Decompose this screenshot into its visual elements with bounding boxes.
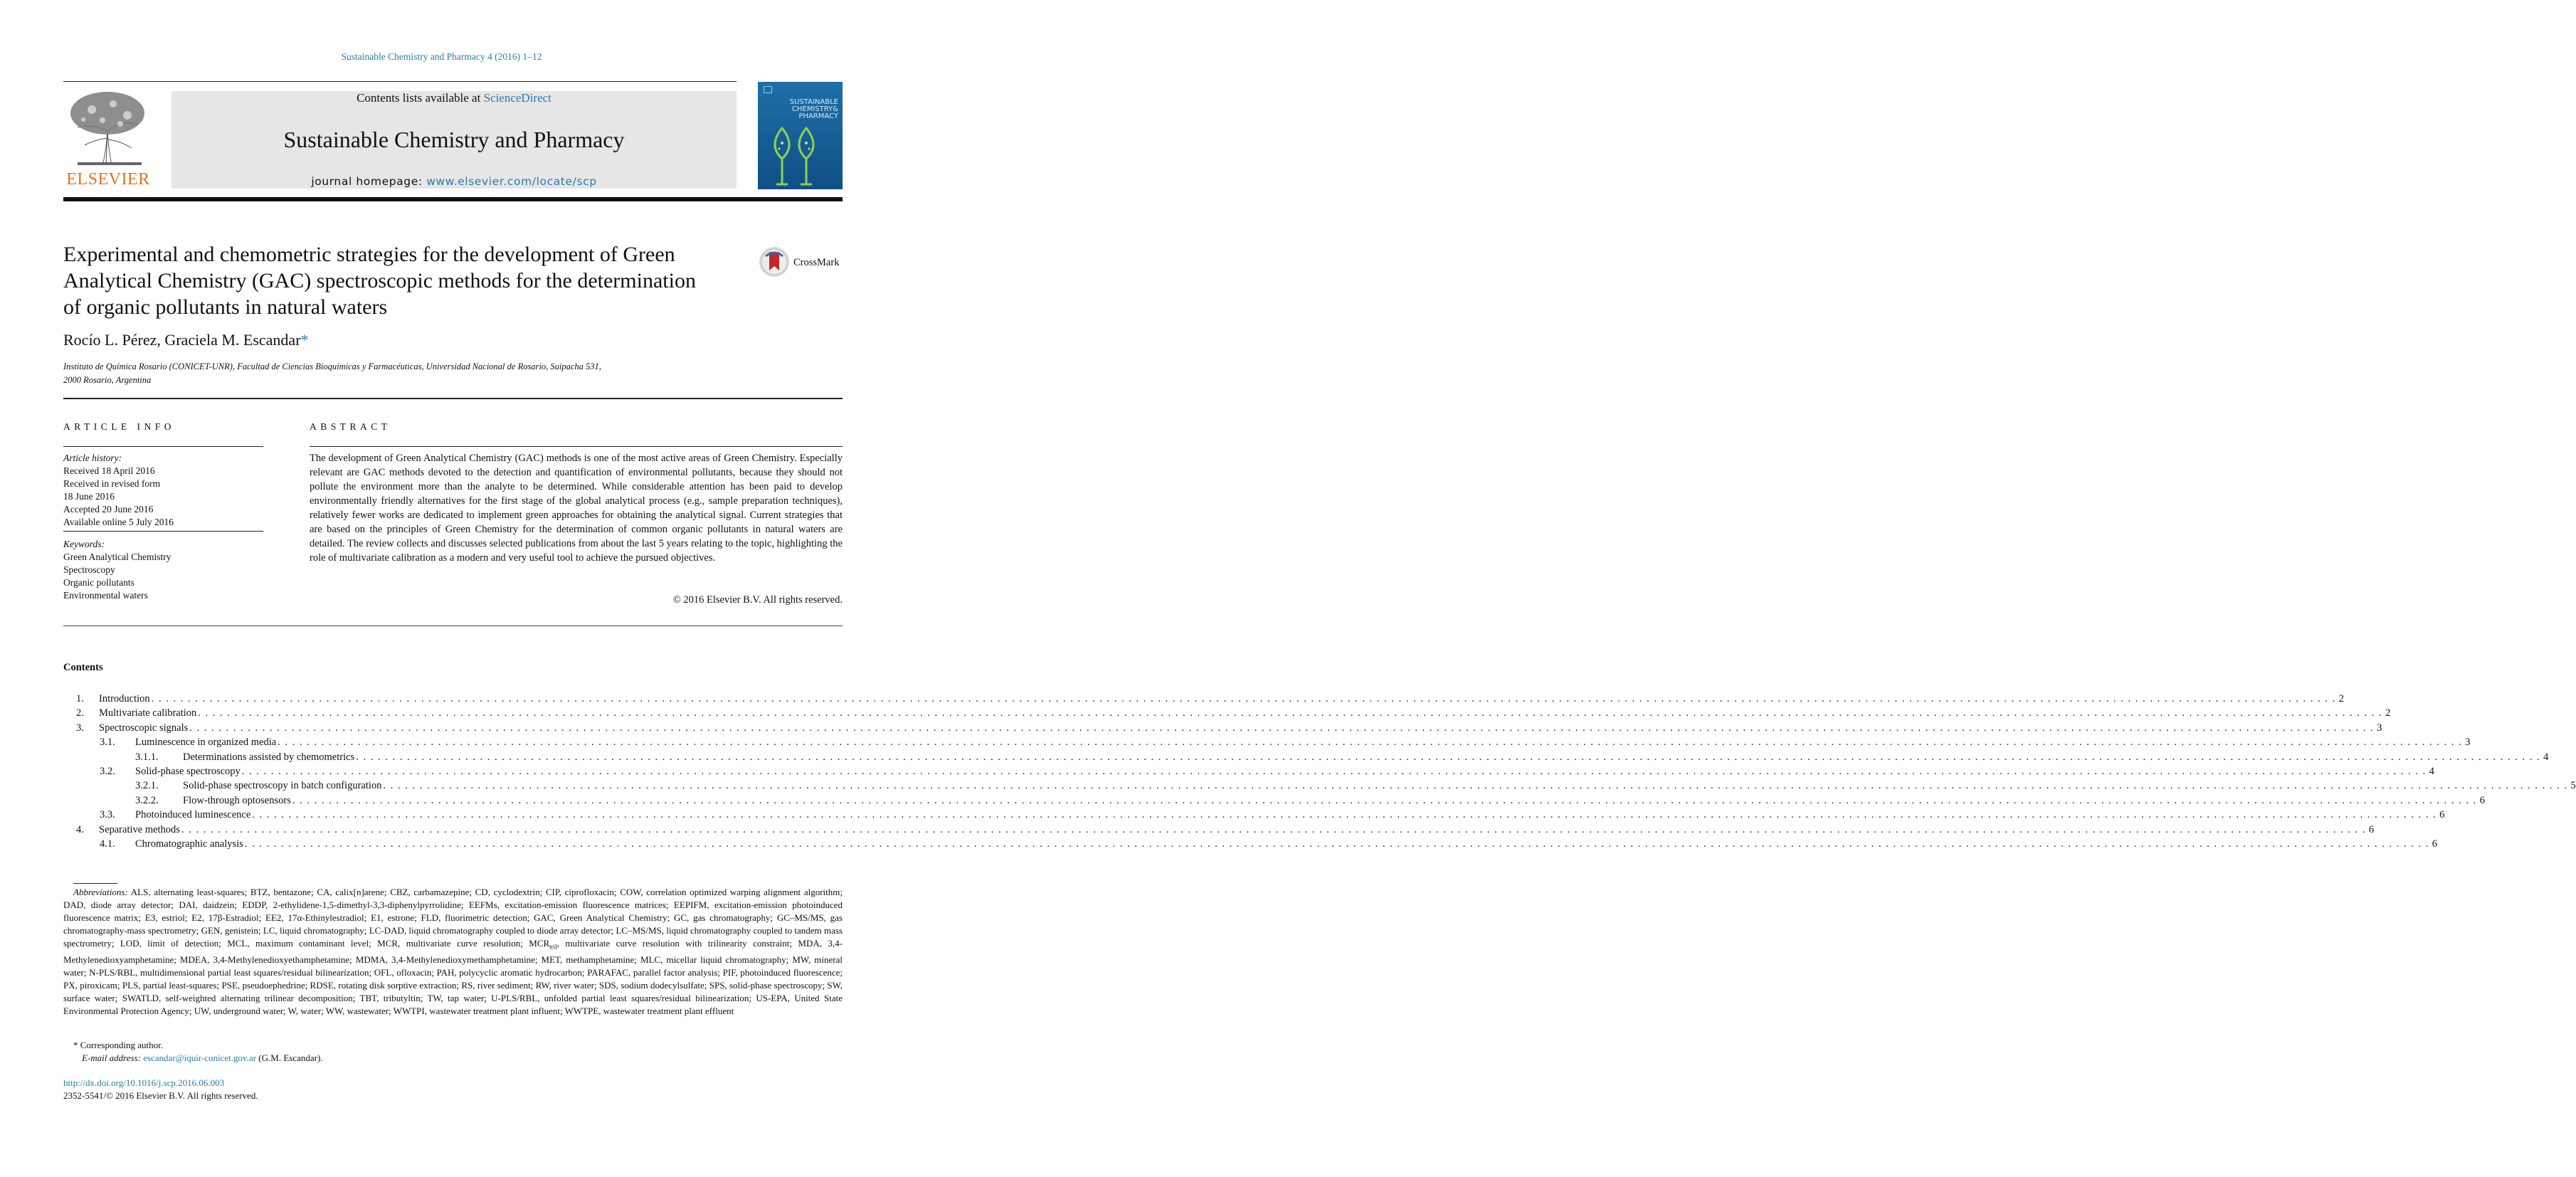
- footnote-rule: [73, 883, 117, 884]
- affiliation: [63, 360, 746, 387]
- corresponding-author-mark[interactable]: *: [300, 331, 309, 349]
- corresponding-text: Corresponding author.: [78, 1040, 164, 1050]
- toc-number: 3.3.: [100, 809, 115, 821]
- article-info-heading: ARTICLE INFO: [63, 421, 176, 432]
- toc-leader-dots: . . . . . . . . . . . . . . . . . . . . . . . . . . . . . . . . . . . . . . . . . . . . . . . . . . . . . . . . . . . . . . . . . . . . . . . . . . . . . . . . . . . . . . . . . . . . . . . . . . . . . . . . . . . . . . . . . . . . . . . . . . . . . . . . . . . . . . . . . . . . . . . . . . . . . . . . . . . . . . . . . . . . . . . . . . . . . . . . . . . . . . . . . . . . . . . . . . . . . . . . . . . . . . . . . . . . . . . . . . . . . . . . . . . . . . . . . . . . . . . . . . . . . . . . . . . . . . . . . . . . . . . . . . . . . . . . . . . . . . . . . . . . . . . . . . . . . . . . . . . .: [241, 765, 2427, 777]
- cover-elsevier-mark: [764, 86, 772, 93]
- article-title: Experimental and chemometric strategies for the development of Green Analytical Chemistry (GAC) spectroscopic methods for the determination of organic pollutants in natural waters: [63, 243, 696, 319]
- journal-header-box: [171, 91, 737, 189]
- toc-leader-dots: . . . . . . . . . . . . . . . . . . . . . . . . . . . . . . . . . . . . . . . . . . . . . . . . . . . . . . . . . . . . . . . . . . . . . . . . . . . . . . . . . . . . . . . . . . . . . . . . . . . . . . . . . . . . . . . . . . . . . . . . . . . . . . . . . . . . . . . . . . . . . . . . . . . . . . . . . . . . . . . . . . . . . . . . . . . . . . . . . . . . . . . . . . . . . . . . . . . . . . . . . . . . . . . . . . . . . . . . . . . . . . . . . . . . . . . . . . . . . . . . . . . . . . . . . . . . . . . . . . . . . . . . . . . . . . . . . . . . . . . . . . . . . . . . . . . . . . . . . . . .: [292, 794, 2477, 806]
- authors-text[interactable]: Rocío L. Pérez, Graciela M. Escandar: [63, 331, 301, 349]
- journal-cover[interactable]: [758, 82, 843, 189]
- section-rule: [63, 398, 843, 399]
- toc-number: 4.: [76, 823, 84, 835]
- toc-leader-dots: . . . . . . . . . . . . . . . . . . . . . . . . . . . . . . . . . . . . . . . . . . . . . . . . . . . . . . . . . . . . . . . . . . . . . . . . . . . . . . . . . . . . . . . . . . . . . . . . . . . . . . . . . . . . . . . . . . . . . . . . . . . . . . . . . . . . . . . . . . . . . . . . . . . . . . . . . . . . . . . . . . . . . . . . . . . . . . . . . . . . . . . . . . . . . . . . . . . . . . . . . . . . . . . . . . . . . . . . . . . . . . . . . . . . . . . . . . . . . . . . . . . . . . . . . . . . . . . . . . . . . . . . . . . . . . . . . . . . . . . . . . . . . . . . . . . . . . . . . . . .: [244, 838, 2429, 850]
- history-item: Accepted 20 June 2016: [63, 504, 154, 514]
- article-info-rule: [63, 531, 263, 532]
- toc-row[interactable]: [63, 706, 2391, 720]
- keyword-item: Spectroscopy: [63, 564, 115, 575]
- toc-number: 4.1.: [100, 838, 115, 850]
- cover-title-line: SUSTAINABLE: [789, 98, 838, 106]
- crossmark-icon: [759, 246, 790, 278]
- abstract-heading: ABSTRACT: [310, 421, 391, 432]
- toc-leader-dots: . . . . . . . . . . . . . . . . . . . . . . . . . . . . . . . . . . . . . . . . . . . . . . . . . . . . . . . . . . . . . . . . . . . . . . . . . . . . . . . . . . . . . . . . . . . . . . . . . . . . . . . . . . . . . . . . . . . . . . . . . . . . . . . . . . . . . . . . . . . . . . . . . . . . . . . . . . . . . . . . . . . . . . . . . . . . . . . . . . . . . . . . . . . . . . . . . . . . . . . . . . . . . . . . . . . . . . . . . . . . . . . . . . . . . . . . . . . . . . . . . . . . . . . . . . . . . . . . . . . . . . . . . . . . . . . . . . . . . . . . . . . . . . . . . . . . . . . . . . . .: [278, 737, 2463, 749]
- doi-link[interactable]: http://dx.doi.org/10.1016/j.scp.2016.06.003: [63, 1077, 225, 1088]
- toc-leader-dots: . . . . . . . . . . . . . . . . . . . . . . . . . . . . . . . . . . . . . . . . . . . . . . . . . . . . . . . . . . . . . . . . . . . . . . . . . . . . . . . . . . . . . . . . . . . . . . . . . . . . . . . . . . . . . . . . . . . . . . . . . . . . . . . . . . . . . . . . . . . . . . . . . . . . . . . . . . . . . . . . . . . . . . . . . . . . . . . . . . . . . . . . . . . . . . . . . . . . . . . . . . . . . . . . . . . . . . . . . . . . . . . . . . . . . . . . . . . . . . . . . . . . . . . . . . . . . . . . . . . . . . . . . . . . . . . . . . . . . . . . . . . . . . . . . . . . . . . . . . . .: [198, 707, 2383, 719]
- cover-title-line: CHEMISTRY&: [791, 105, 838, 113]
- toc-label[interactable]: Separative methods: [99, 823, 180, 835]
- journal-homepage-line: [171, 175, 737, 188]
- toc-row[interactable]: [63, 750, 2549, 764]
- toc-label[interactable]: Photoinduced luminescence: [135, 809, 251, 821]
- email-label: E-mail address:: [82, 1052, 141, 1063]
- abbreviations-label: Abbreviations:: [73, 887, 128, 897]
- toc-label[interactable]: Multivariate calibration: [99, 707, 197, 719]
- toc-row[interactable]: [63, 778, 2576, 793]
- toc-label[interactable]: Spectroscopic signals: [99, 722, 189, 734]
- toc-page-number: 2: [2385, 707, 2391, 719]
- toc-row[interactable]: [63, 837, 2437, 851]
- abstract-rule: [310, 446, 843, 447]
- header-top-rule: [63, 81, 737, 82]
- history-label: Article history:: [63, 453, 122, 463]
- elsevier-tree-icon: [63, 88, 153, 168]
- keyword-item: Green Analytical Chemistry: [63, 551, 171, 562]
- history-item: Available online 5 July 2016: [63, 517, 174, 527]
- toc-page-number: 3: [2377, 722, 2382, 734]
- toc-label[interactable]: Solid-phase spectroscopy in batch configuration: [183, 780, 382, 792]
- abbreviations-text: , multivariate curve resolution with trilinearity constraint; MDA, 3,4-Methylenedioxyamphetamine; MDEA, 3,4-Methylenedioxyethamphetamine; MDMA, 3,4-Methylenedioxymethamphetamine; MET, methamphetamine; MLC, micellar liquid chromatography; MW, mineral water; N-PLS/RBL, multidimensional partial least squares/residual bilinearization; OFL, ofloxacin; PAH, polycyclic aromatic hydrocarbon; PARAFAC, parallel factor analysis; PIF, photoinduced fluorescence; PX, piroxicam; PLS, partial least-squares; PSE, pseudoephedrine; RDSE, rotating disk sorptive extraction; RS, river sediment; RW, river water; SDS, sodium dodecylsulfate; SPS, solid-phase spectroscopy; SW, surface water; SWATLD, self-weighted alternating trilinear decomposition; TBT, tributyltin; TW, tap water; U-PLS/RBL, unfolded partial least squares/residual bilinearization; US-EPA, United State Environmental Protection Agency; UW, underground water; W, water; WW, wastewater; WWTPI, wastewater treatment plant influent; WWTPE, wastewater treatment plant effluent: [63, 938, 843, 1016]
- header-thick-rule: [63, 197, 843, 201]
- toc-number: 2.: [76, 707, 84, 719]
- abbreviations-footnote: [63, 886, 843, 1018]
- elsevier-wordmark: ELSEVIER: [66, 170, 150, 189]
- toc-label[interactable]: Luminescence in organized media: [135, 737, 277, 749]
- toc-number: 3.2.: [100, 765, 115, 777]
- corresponding-author-note: [73, 1040, 163, 1051]
- toc-row[interactable]: [63, 793, 2485, 808]
- contents-heading: Contents: [63, 662, 103, 673]
- abstract-text: The development of Green Analytical Chemistry (GAC) methods is one of the most active areas of Green Chemistry. Especially relevant are GAC methods devoted to the detection and quantification of environmental pollutants, because they should not pollute the environment more than the analyte to be determined. While considerable attention has been paid to develop environmentally friendly alternatives for the first stage of the global analytical process (e.g., sample preparation techniques), relatively fewer works are dedicated to implement green approaches for obtaining the analytical signal. Current strategies that are based on the principles of Green Chemistry for the determination of common organic pollutants in natural waters are detailed. The review collects and discusses selected publications from about the last 5 years relating to the topic, highlighting the role of multivariate calibration as a modern and very useful tool to achieve the pursued objectives.: [310, 453, 843, 564]
- toc-row[interactable]: [63, 735, 2471, 749]
- toc-leader-dots: . . . . . . . . . . . . . . . . . . . . . . . . . . . . . . . . . . . . . . . . . . . . . . . . . . . . . . . . . . . . . . . . . . . . . . . . . . . . . . . . . . . . . . . . . . . . . . . . . . . . . . . . . . . . . . . . . . . . . . . . . . . . . . . . . . . . . . . . . . . . . . . . . . . . . . . . . . . . . . . . . . . . . . . . . . . . . . . . . . . . . . . . . . . . . . . . . . . . . . . . . . . . . . . . . . . . . . . . . . . . . . . . . . . . . . . . . . . . . . . . . . . . . . . . . . . . . . . . . . . . . . . . . . . . . . . . . . . . . . . . . . . . . . . . . . . . . . . . . . . .: [181, 823, 2366, 835]
- toc-page-number: 4: [2429, 765, 2434, 777]
- history-item: Received in revised form: [63, 478, 161, 489]
- toc-number: 3.1.1.: [135, 751, 159, 763]
- cover-leaf-icon: [766, 125, 823, 187]
- toc-leader-dots: . . . . . . . . . . . . . . . . . . . . . . . . . . . . . . . . . . . . . . . . . . . . . . . . . . . . . . . . . . . . . . . . . . . . . . . . . . . . . . . . . . . . . . . . . . . . . . . . . . . . . . . . . . . . . . . . . . . . . . . . . . . . . . . . . . . . . . . . . . . . . . . . . . . . . . . . . . . . . . . . . . . . . . . . . . . . . . . . . . . . . . . . . . . . . . . . . . . . . . . . . . . . . . . . . . . . . . . . . . . . . . . . . . . . . . . . . . . . . . . . . . . . . . . . . . . . . . . . . . . . . . . . . . . . . . . . . . . . . . . . . . . . . . . . . . . . . . . . . . . .: [356, 751, 2541, 763]
- history-item: 18 June 2016: [63, 491, 115, 502]
- email-link[interactable]: escandar@iquir-conicet.gov.ar: [143, 1052, 257, 1063]
- crossmark-label: CrossMark: [793, 257, 840, 268]
- homepage-link[interactable]: www.elsevier.com/locate/scp: [426, 175, 597, 188]
- toc-label[interactable]: Flow-through optosensors: [183, 794, 291, 806]
- keyword-item: Environmental waters: [63, 590, 148, 601]
- crossmark-badge[interactable]: [759, 246, 848, 278]
- abstract-copyright: © 2016 Elsevier B.V. All rights reserved.: [672, 594, 843, 606]
- affiliation-line: 2000 Rosario, Argentina: [63, 375, 152, 385]
- toc-row[interactable]: [63, 808, 2445, 822]
- email-suffix: (G.M. Escandar).: [256, 1052, 323, 1063]
- toc-number: 3.2.1.: [135, 780, 159, 792]
- keywords: [63, 538, 263, 602]
- table-of-contents: [63, 692, 2576, 851]
- affiliation-line: Instituto de Química Rosario (CONICET-UNR), Facultad de Ciencias Bioquímicas y Farmacéuticas, Universidad Nacional de Rosario, Suipacha 531,: [63, 361, 601, 371]
- cover-title: [767, 99, 838, 120]
- issn-line: 2352-5541/© 2016 Elsevier B.V. All rights reserved.: [63, 1090, 258, 1101]
- toc-page-number: 6: [2439, 809, 2445, 821]
- toc-page-number: 2: [2338, 693, 2344, 704]
- toc-page-number: 6: [2368, 823, 2375, 835]
- history-item: Received 18 April 2016: [63, 465, 155, 476]
- sciencedirect-link[interactable]: ScienceDirect: [483, 91, 551, 105]
- abbreviations-subscript: tril: [549, 943, 557, 951]
- keyword-item: Organic pollutants: [63, 577, 134, 588]
- corresponding-mark: *: [73, 1040, 78, 1050]
- toc-row[interactable]: [63, 764, 2434, 778]
- toc-label[interactable]: Solid-phase spectroscopy: [135, 765, 241, 777]
- toc-number: 3.1.: [100, 737, 115, 749]
- elsevier-logo[interactable]: [63, 88, 153, 189]
- toc-page-number: 6: [2479, 794, 2485, 806]
- contents-available-line: [171, 91, 737, 105]
- keywords-label: Keywords:: [63, 539, 105, 549]
- toc-page-number: 3: [2465, 737, 2471, 749]
- article-info-rule: [63, 446, 263, 447]
- abbreviations-text: ALS, alternating least-squares; BTZ, bentazone; CA, calix[n]arene; CBZ, carbamazepine; CD, cyclodextrin; CIP, ciprofloxacin; COW, correlation optimized warping alignment algorithm; DAD, diode array detector; DAI, daidzein; EDDP, 2-ethylidene-1,5-dimethyl-3,3-diphenylpyrrolidine; EEFMs, excitation-emission fluorescence matrices; EEPIFM, excitation-emission photoinduced fluorescence matrix; E3, estriol; E2, 17β-Estradiol; EE2, 17α-Ethinylestradiol; E1, estrone; FLD, fluorimetric detection; GAC, Green Analytical Chemistry; GC, gas chromatography; GC–MS/MS, gas chromatography-mass spectrometry; GEN, genistein; LC, liquid chromatography; LC-DAD, liquid chromatography coupled to diode array detector; LC–MS/MS, liquid chromatography coupled to tandem mass spectrometry; LOD, limit of detection; MCL, maximum contaminant level; MCR, multivariate curve resolution; MCR: [63, 887, 843, 949]
- toc-number: 3.2.2.: [135, 794, 159, 806]
- toc-leader-dots: . . . . . . . . . . . . . . . . . . . . . . . . . . . . . . . . . . . . . . . . . . . . . . . . . . . . . . . . . . . . . . . . . . . . . . . . . . . . . . . . . . . . . . . . . . . . . . . . . . . . . . . . . . . . . . . . . . . . . . . . . . . . . . . . . . . . . . . . . . . . . . . . . . . . . . . . . . . . . . . . . . . . . . . . . . . . . . . . . . . . . . . . . . . . . . . . . . . . . . . . . . . . . . . . . . . . . . . . . . . . . . . . . . . . . . . . . . . . . . . . . . . . . . . . . . . . . . . . . . . . . . . . . . . . . . . . . . . . . . . . . . . . . . . . . . . . . . . . . . . .: [383, 780, 2568, 792]
- toc-number: 3.: [76, 722, 84, 734]
- toc-label[interactable]: Introduction: [99, 693, 150, 704]
- toc-page-number: 6: [2432, 838, 2437, 850]
- homepage-label: journal homepage:: [311, 175, 427, 188]
- toc-page-number: 4: [2543, 751, 2549, 763]
- toc-row[interactable]: [63, 692, 2344, 706]
- toc-leader-dots: . . . . . . . . . . . . . . . . . . . . . . . . . . . . . . . . . . . . . . . . . . . . . . . . . . . . . . . . . . . . . . . . . . . . . . . . . . . . . . . . . . . . . . . . . . . . . . . . . . . . . . . . . . . . . . . . . . . . . . . . . . . . . . . . . . . . . . . . . . . . . . . . . . . . . . . . . . . . . . . . . . . . . . . . . . . . . . . . . . . . . . . . . . . . . . . . . . . . . . . . . . . . . . . . . . . . . . . . . . . . . . . . . . . . . . . . . . . . . . . . . . . . . . . . . . . . . . . . . . . . . . . . . . . . . . . . . . . . . . . . . . . . . . . . . . . . . . . . . . . .: [151, 693, 2336, 704]
- toc-row[interactable]: [63, 823, 2375, 837]
- toc-number: 1.: [76, 693, 84, 704]
- toc-page-number: 5: [2570, 780, 2576, 792]
- journal-name: Sustainable Chemistry and Pharmacy: [283, 127, 625, 152]
- journal-citation[interactable]: Sustainable Chemistry and Pharmacy 4 (2016) 1–12: [341, 51, 542, 62]
- toc-leader-dots: . . . . . . . . . . . . . . . . . . . . . . . . . . . . . . . . . . . . . . . . . . . . . . . . . . . . . . . . . . . . . . . . . . . . . . . . . . . . . . . . . . . . . . . . . . . . . . . . . . . . . . . . . . . . . . . . . . . . . . . . . . . . . . . . . . . . . . . . . . . . . . . . . . . . . . . . . . . . . . . . . . . . . . . . . . . . . . . . . . . . . . . . . . . . . . . . . . . . . . . . . . . . . . . . . . . . . . . . . . . . . . . . . . . . . . . . . . . . . . . . . . . . . . . . . . . . . . . . . . . . . . . . . . . . . . . . . . . . . . . . . . . . . . . . . . . . . . . . . . . .: [189, 722, 2375, 734]
- toc-label[interactable]: Chromatographic analysis: [135, 838, 243, 850]
- author-list: [63, 331, 309, 349]
- email-line: [82, 1052, 323, 1064]
- article-history: [63, 452, 263, 529]
- toc-row[interactable]: [63, 721, 2382, 735]
- contents-available-text: Contents lists available at: [357, 91, 484, 105]
- cover-title-line: PHARMACY: [798, 112, 838, 120]
- toc-leader-dots: . . . . . . . . . . . . . . . . . . . . . . . . . . . . . . . . . . . . . . . . . . . . . . . . . . . . . . . . . . . . . . . . . . . . . . . . . . . . . . . . . . . . . . . . . . . . . . . . . . . . . . . . . . . . . . . . . . . . . . . . . . . . . . . . . . . . . . . . . . . . . . . . . . . . . . . . . . . . . . . . . . . . . . . . . . . . . . . . . . . . . . . . . . . . . . . . . . . . . . . . . . . . . . . . . . . . . . . . . . . . . . . . . . . . . . . . . . . . . . . . . . . . . . . . . . . . . . . . . . . . . . . . . . . . . . . . . . . . . . . . . . . . . . . . . . . . . . . . . . . .: [252, 809, 2437, 821]
- toc-label[interactable]: Determinations assisted by chemometrics: [183, 751, 355, 763]
